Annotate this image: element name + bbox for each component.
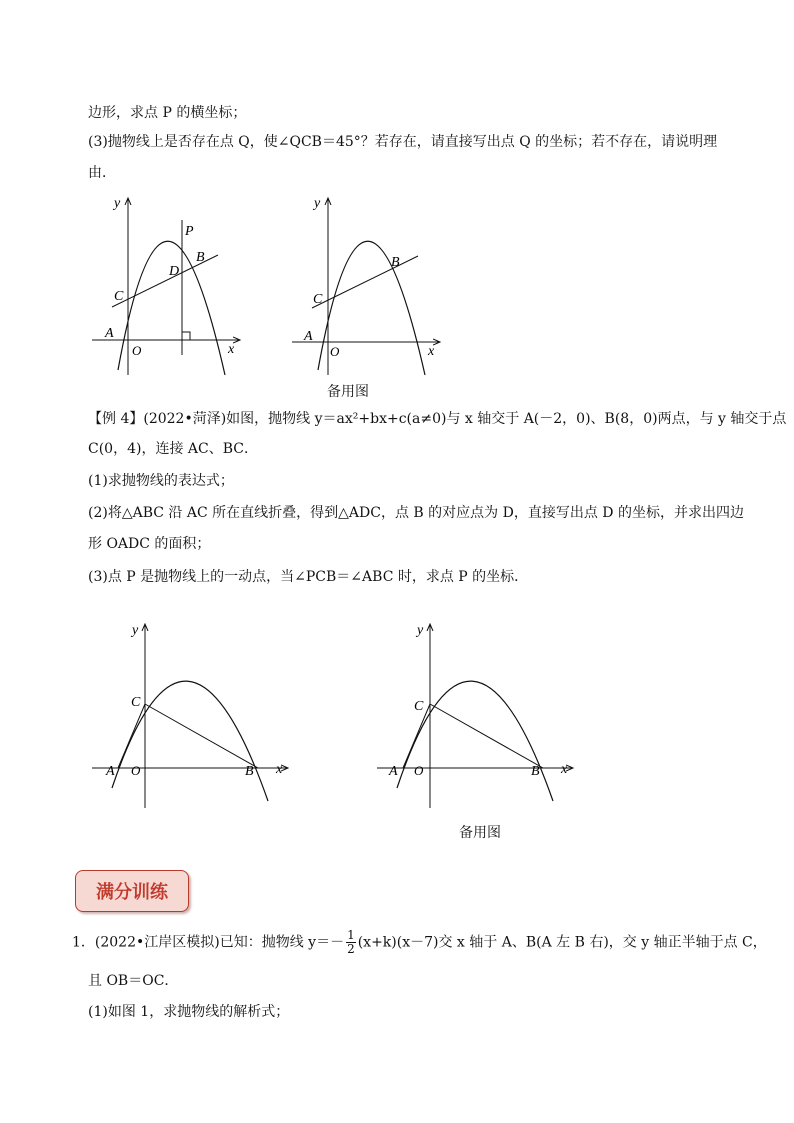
fig3-a-label: A xyxy=(106,764,115,779)
fig2-y-label: y xyxy=(314,196,321,211)
fig1-c-label: C xyxy=(114,289,124,304)
example-4-question-1: (1)求抛物线的表达式； xyxy=(88,473,234,489)
fig3-y-label: y xyxy=(132,623,139,638)
figure-4-backup-triangle-parabola xyxy=(375,618,585,813)
example-4-heading: 【例 4】(2022•菏泽)如图，抛物线 y＝ax²+bx+c(a≠0)与 x 轴交于 A(－2，0)、B(8，0)两点，与 y 轴交于点 xyxy=(88,411,787,427)
fig1-x-label: x xyxy=(228,342,235,357)
fig1-d-label: D xyxy=(169,264,180,279)
problem-1-line-2: 且 OB＝OC． xyxy=(88,973,179,989)
fig1-b-label: B xyxy=(196,250,205,265)
fig1-o-label: O xyxy=(132,343,142,358)
fig3-o-label: O xyxy=(131,763,141,778)
problem-1-text-b: (x+k)(x－7)交 x 轴于 A、B(A 左 B 右)，交 y 轴正半轴于点 C， xyxy=(357,934,767,951)
fig1-y-label: y xyxy=(114,196,121,211)
fig3-c-label: C xyxy=(131,695,141,710)
fig2-a-label: A xyxy=(304,329,313,344)
fig1-p-label: P xyxy=(185,224,194,239)
question-3-line-2: 由． xyxy=(88,165,116,181)
fig1-a-label: A xyxy=(105,326,114,341)
fig3-x-label: x xyxy=(276,762,283,777)
example-4-question-2-line-1: (2)将△ABC 沿 AC 所在直线折叠，得到△ADC，点 B 的对应点为 D，直接写出点 D 的坐标，并求出四边 xyxy=(88,505,744,521)
fraction-numerator: 1 xyxy=(347,928,355,942)
fig4-b-label: B xyxy=(531,764,540,779)
question-3-line-1: (3)抛物线上是否存在点 Q，使∠QCB＝45°？若存在，请直接写出点 Q 的坐标；若不存在，请说明理 xyxy=(88,134,718,150)
fig2-x-label: x xyxy=(428,344,435,359)
backup-figure-caption-2: 备用图 xyxy=(459,825,501,841)
fig4-c-label: C xyxy=(414,699,424,714)
full-score-training-badge: 满分训练 xyxy=(75,870,189,912)
backup-figure-caption-1: 备用图 xyxy=(327,384,369,400)
problem-1-text-a: 1．(2022•江岸区模拟)已知：抛物线 y＝－ xyxy=(72,934,345,951)
fraction-one-half xyxy=(346,929,356,956)
figure-2-backup-parabola xyxy=(290,190,450,380)
fig4-y-label: y xyxy=(417,623,424,638)
fraction-denominator: 2 xyxy=(347,942,355,956)
fig4-o-label: O xyxy=(414,763,424,778)
example-4-question-2-line-2: 形 OADC 的面积； xyxy=(88,536,211,552)
example-4-question-3: (3)点 P 是抛物线上的一动点，当∠PCB＝∠ABC 时，求点 P 的坐标． xyxy=(88,569,529,585)
example-4-line-2: C(0，4)，连接 AC、BC． xyxy=(88,441,258,457)
problem-1-question-1: (1)如图 1，求抛物线的解析式； xyxy=(88,1004,290,1020)
fig2-o-label: O xyxy=(330,344,340,359)
figure-3-triangle-abc-parabola xyxy=(90,618,300,813)
fig4-x-label: x xyxy=(561,762,568,777)
fig3-b-label: B xyxy=(245,764,254,779)
fig2-c-label: C xyxy=(313,292,323,307)
problem-1-line-1 xyxy=(72,929,767,956)
fig4-a-label: A xyxy=(389,764,398,779)
fig2-b-label: B xyxy=(391,255,400,270)
text-line-1: 边形，求点 P 的横坐标； xyxy=(88,105,247,121)
figure-1-parabola-with-point-p xyxy=(90,190,250,380)
